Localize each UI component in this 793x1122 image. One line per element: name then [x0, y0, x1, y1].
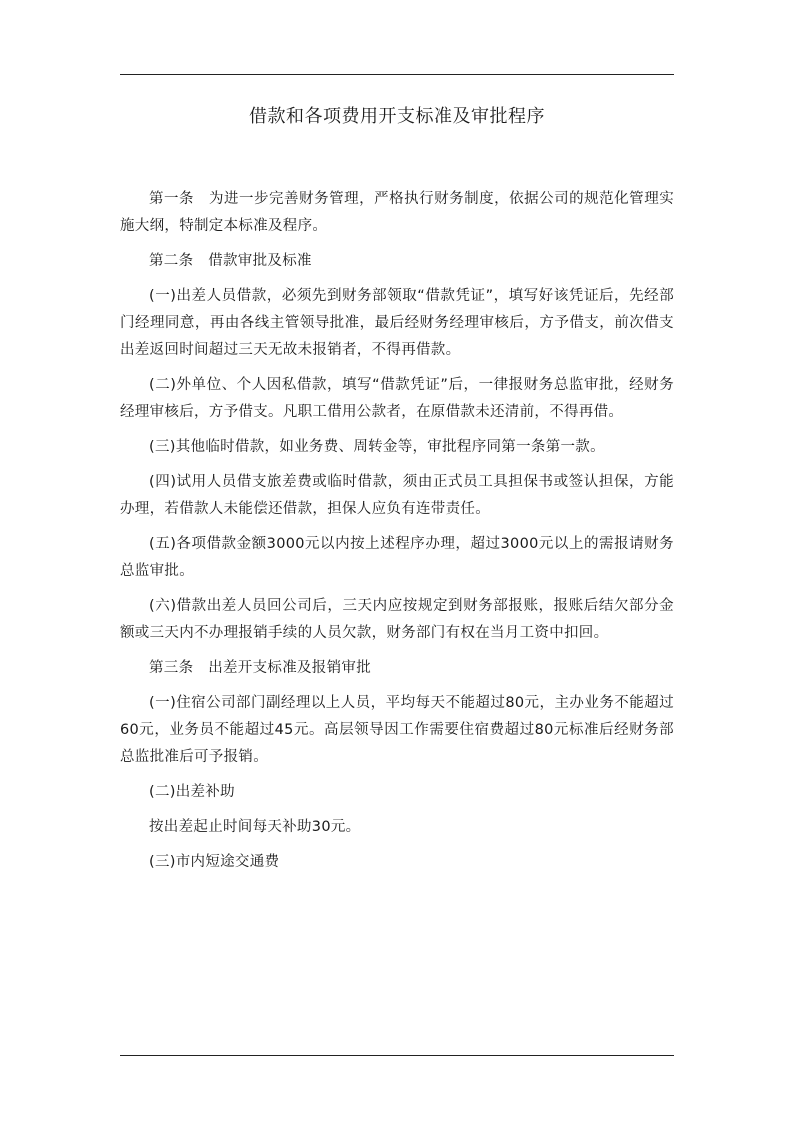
paragraph: (二)外单位、个人因私借款，填写“借款凭证”后，一律报财务总监审批，经财务经理审核后，方予借支。凡职工借用公款者，在原借款未还清前，不得再借。 [120, 377, 674, 420]
paragraph: (五)各项借款金额3000元以内按上述程序办理，超过3000元以上的需报请财务总监审批。 [120, 536, 674, 579]
paragraph: (四)试用人员借支旅差费或临时借款，须由正式员工具担保书或签认担保，方能办理，若借款人未能偿还借款，担保人应负有连带责任。 [120, 474, 674, 517]
subsection-heading: (二)出差补助 [149, 784, 235, 800]
paragraph: (三)其他临时借款，如业务费、周转金等，审批程序同第一条第一款。 [149, 439, 605, 455]
paragraph: (一)住宿公司部门副经理以上人员，平均每天不能超过80元，主办业务不能超过60元，业务员不能超过45元。高层领导因工作需要住宿费超过80元标准后经财务部总监批准后可予报销。 [120, 695, 674, 765]
subsection-heading: (三)市内短途交通费 [149, 854, 280, 870]
document-body [120, 186, 674, 884]
paragraph: 按出差起止时间每天补助30元。 [149, 819, 361, 835]
paragraph: (一)出差人员借款，必须先到财务部领取“借款凭证”，填写好该凭证后，先经部门经理同意，再由各线主管领导批准，最后经财务经理审核后，方予借支，前次借支出差返回时间超过三天无故未报销者，不得再借款。 [120, 288, 674, 358]
document-title: 借款和各项费用开支标准及审批程序 [249, 106, 545, 127]
section-heading: 第二条 借款审批及标准 [149, 253, 312, 269]
paragraph: (六)借款出差人员回公司后，三天内应按规定到财务部报账，报账后结欠部分金额或三天内不办理报销手续的人员欠款，财务部门有权在当月工资中扣回。 [120, 598, 674, 641]
paragraph: 第一条 为进一步完善财务管理，严格执行财务制度，依据公司的规范化管理实施大纲，特制定本标准及程序。 [120, 191, 674, 234]
section-heading: 第三条 出差开支标准及报销审批 [149, 660, 371, 676]
header-rule [120, 74, 674, 75]
footer-rule [120, 1055, 674, 1056]
